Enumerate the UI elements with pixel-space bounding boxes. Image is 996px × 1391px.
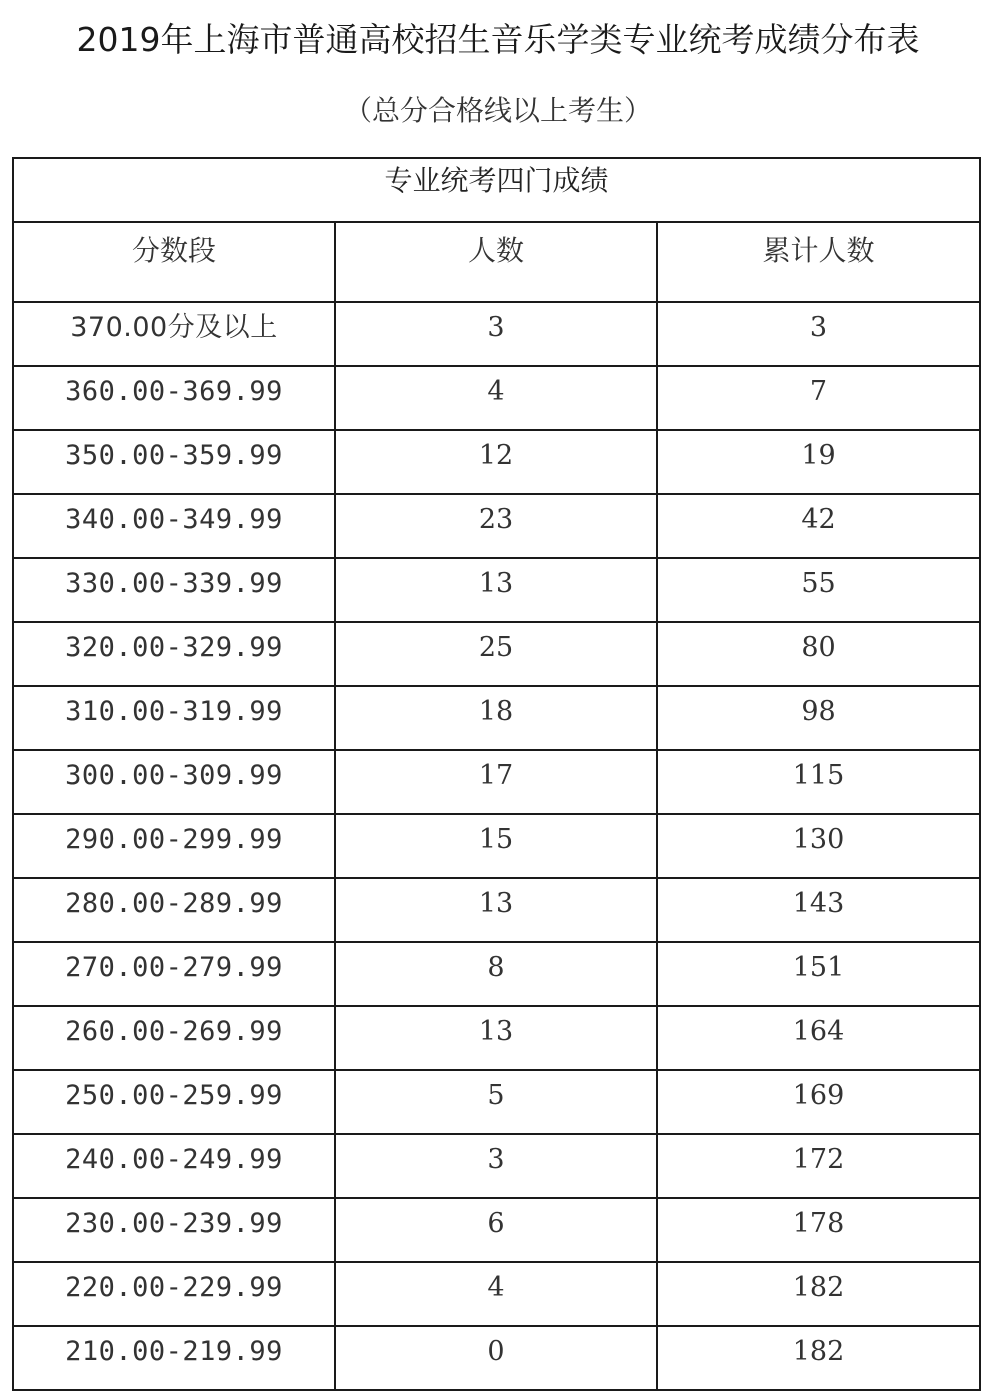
column-header-cumulative: 累计人数 xyxy=(657,222,980,302)
column-header-score-range: 分数段 xyxy=(13,222,335,302)
cumulative-count-cell: 182 xyxy=(657,1326,980,1390)
score-range-cell: 240.00-249.99 xyxy=(13,1134,335,1198)
count-cell: 4 xyxy=(335,366,657,430)
table-row xyxy=(13,302,980,366)
score-range-cell: 270.00-279.99 xyxy=(13,942,335,1006)
score-range-cell: 370.00分及以上 xyxy=(13,302,335,366)
count-cell: 13 xyxy=(335,1006,657,1070)
count-cell: 13 xyxy=(335,558,657,622)
count-cell: 25 xyxy=(335,622,657,686)
count-cell: 12 xyxy=(335,430,657,494)
table-row xyxy=(13,1070,980,1134)
score-range-cell: 230.00-239.99 xyxy=(13,1198,335,1262)
table-row xyxy=(13,430,980,494)
score-range-cell: 340.00-349.99 xyxy=(13,494,335,558)
page-subtitle: （总分合格线以上考生） xyxy=(343,94,652,127)
score-range-cell: 300.00-309.99 xyxy=(13,750,335,814)
cumulative-count-cell: 80 xyxy=(657,622,980,686)
score-range-cell: 350.00-359.99 xyxy=(13,430,335,494)
cumulative-count-cell: 178 xyxy=(657,1198,980,1262)
count-cell: 6 xyxy=(335,1198,657,1262)
cumulative-count-cell: 172 xyxy=(657,1134,980,1198)
table-row xyxy=(13,366,980,430)
table-row xyxy=(13,1198,980,1262)
score-range-cell: 250.00-259.99 xyxy=(13,1070,335,1134)
cumulative-count-cell: 55 xyxy=(657,558,980,622)
count-cell: 23 xyxy=(335,494,657,558)
count-cell: 3 xyxy=(335,1134,657,1198)
count-cell: 18 xyxy=(335,686,657,750)
score-range-cell: 330.00-339.99 xyxy=(13,558,335,622)
cumulative-count-cell: 7 xyxy=(657,366,980,430)
table-row xyxy=(13,1006,980,1070)
count-cell: 3 xyxy=(335,302,657,366)
count-cell: 4 xyxy=(335,1262,657,1326)
cumulative-count-cell: 164 xyxy=(657,1006,980,1070)
cumulative-count-cell: 42 xyxy=(657,494,980,558)
score-range-cell: 260.00-269.99 xyxy=(13,1006,335,1070)
page-title: 2019年上海市普通高校招生音乐学类专业统考成绩分布表 xyxy=(76,20,920,59)
cumulative-count-cell: 3 xyxy=(657,302,980,366)
count-cell: 0 xyxy=(335,1326,657,1390)
score-distribution-table xyxy=(12,157,981,1391)
cumulative-count-cell: 115 xyxy=(657,750,980,814)
table-caption-row xyxy=(13,158,980,222)
table-row xyxy=(13,622,980,686)
cumulative-count-cell: 98 xyxy=(657,686,980,750)
table-row xyxy=(13,942,980,1006)
score-range-cell: 210.00-219.99 xyxy=(13,1326,335,1390)
cumulative-count-cell: 143 xyxy=(657,878,980,942)
count-cell: 8 xyxy=(335,942,657,1006)
score-range-cell: 280.00-289.99 xyxy=(13,878,335,942)
score-range-cell: 310.00-319.99 xyxy=(13,686,335,750)
score-range-cell: 290.00-299.99 xyxy=(13,814,335,878)
table-row xyxy=(13,1134,980,1198)
table-row xyxy=(13,1326,980,1390)
table-row xyxy=(13,558,980,622)
score-range-cell: 320.00-329.99 xyxy=(13,622,335,686)
table-row xyxy=(13,1262,980,1326)
count-cell: 5 xyxy=(335,1070,657,1134)
cumulative-count-cell: 130 xyxy=(657,814,980,878)
count-cell: 17 xyxy=(335,750,657,814)
count-cell: 13 xyxy=(335,878,657,942)
cumulative-count-cell: 151 xyxy=(657,942,980,1006)
count-cell: 15 xyxy=(335,814,657,878)
table-body xyxy=(13,302,980,1390)
table-row xyxy=(13,494,980,558)
cumulative-count-cell: 169 xyxy=(657,1070,980,1134)
table-row xyxy=(13,878,980,942)
table-row xyxy=(13,686,980,750)
table-row xyxy=(13,750,980,814)
score-range-cell: 220.00-229.99 xyxy=(13,1262,335,1326)
cumulative-count-cell: 19 xyxy=(657,430,980,494)
cumulative-count-cell: 182 xyxy=(657,1262,980,1326)
column-header-count: 人数 xyxy=(335,222,657,302)
table-caption: 专业统考四门成绩 xyxy=(13,158,980,222)
table-header-row xyxy=(13,222,980,302)
score-range-cell: 360.00-369.99 xyxy=(13,366,335,430)
table-row xyxy=(13,814,980,878)
